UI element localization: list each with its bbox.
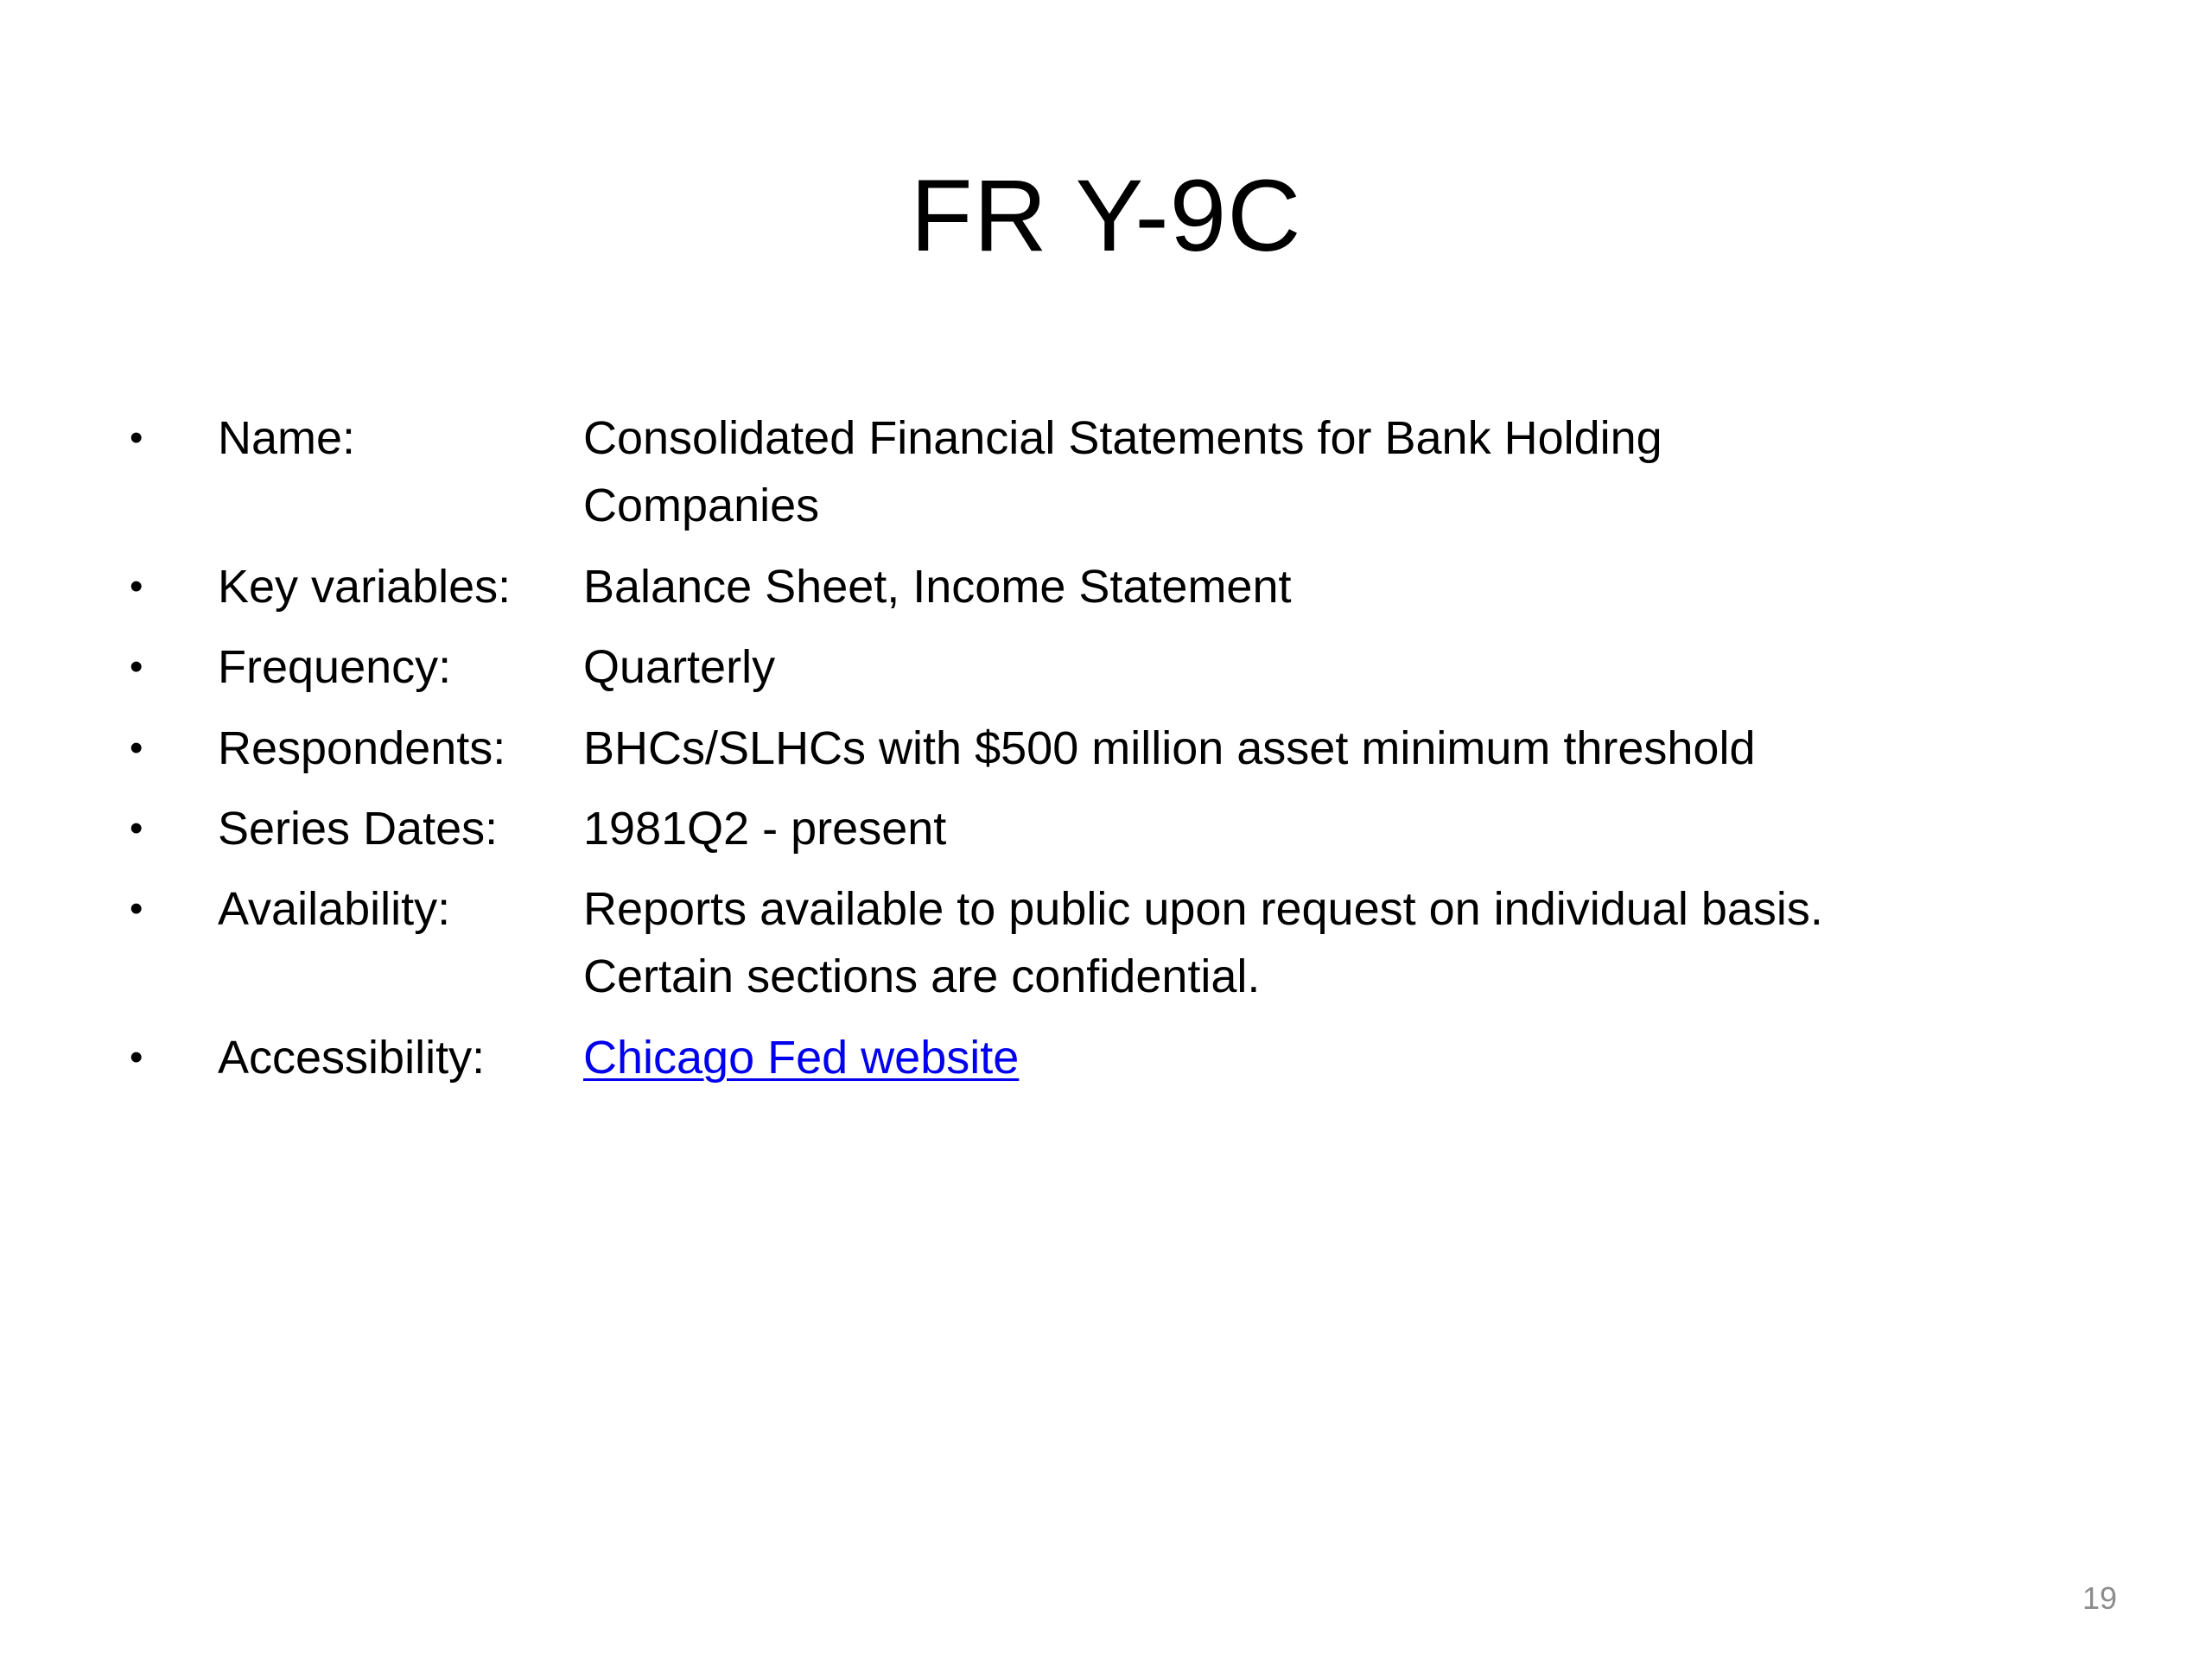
bullet-label: Availability: [218,883,451,935]
bullet-value: Consolidated Financial Statements for Bank Holding Companies [583,412,1662,531]
page-number: 19 [2082,1580,2117,1616]
bullet-value: Quarterly [583,641,776,693]
bullet-label: Accessibility: [218,1032,486,1084]
bullet-label: Name: [218,412,356,464]
slide-title: FR Y-9C [910,159,1302,273]
bullet-marker: • [130,416,143,459]
bullet-value: Reports available to public upon request on individual basis. Certain sections are confidential. [583,883,1823,1002]
bullet-label: Key variables: [218,561,512,613]
bullet-marker: • [130,887,143,930]
bullet-marker: • [130,645,143,688]
bullet-marker: • [130,727,143,769]
bullet-marker: • [130,807,143,849]
chicago-fed-website-link[interactable]: Chicago Fed website [583,1032,1020,1084]
bullet-marker: • [130,565,143,607]
bullet-value: 1981Q2 - present [583,803,947,855]
bullet-value: BHCs/SLHCs with $500 million asset minimum threshold [583,722,1756,774]
bullet-label: Frequency: [218,641,452,693]
bullet-label: Respondents: [218,722,506,774]
bullet-marker: • [130,1036,143,1078]
bullet-value [583,1024,2052,1091]
bullet-label: Series Dates: [218,803,499,855]
bullet-value: Balance Sheet, Income Statement [583,561,1292,613]
